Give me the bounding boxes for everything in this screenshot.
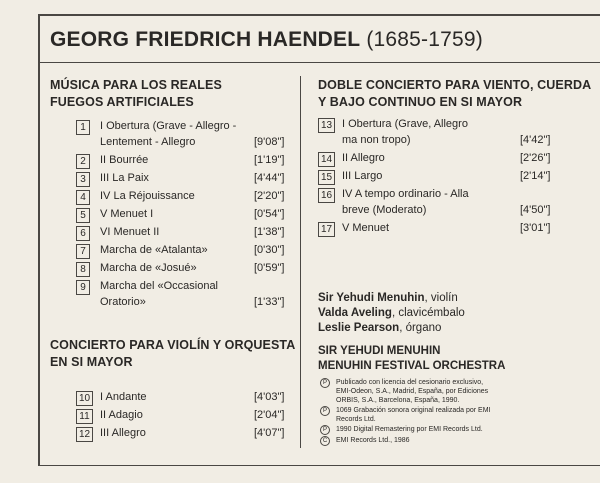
track-number: 4 <box>76 190 90 205</box>
column-divider <box>300 76 301 448</box>
track-duration: [4'44"] <box>254 172 285 184</box>
header-divider <box>40 62 600 63</box>
track-duration: [9'08"] <box>254 136 285 148</box>
track-row <box>76 153 286 169</box>
left-border <box>38 14 40 466</box>
bottom-border <box>38 465 600 466</box>
track-duration: [1'33"] <box>254 296 285 308</box>
track-number: 12 <box>76 427 93 442</box>
copyright-symbol-icon: C <box>320 436 330 446</box>
track-row <box>76 207 286 223</box>
phonogram-symbol-icon: P <box>320 406 330 416</box>
track-number: 1 <box>76 120 90 135</box>
track-row <box>76 408 286 424</box>
track-duration: [0'30"] <box>254 244 285 256</box>
track-duration: [4'03"] <box>254 391 285 403</box>
track-title: I Andante <box>100 391 147 403</box>
track-number: 15 <box>318 170 335 185</box>
track-duration: [2'04"] <box>254 409 285 421</box>
track-number: 16 <box>318 188 335 203</box>
track-number: 14 <box>318 152 335 167</box>
track-duration: [3'01"] <box>520 222 551 234</box>
phonogram-symbol-icon: P <box>320 378 330 388</box>
performer-aveling: Valda Aveling, clavicémbalo <box>318 307 465 319</box>
performer-menuhin: Sir Yehudi Menuhin, violín <box>318 292 458 304</box>
track-title: Lentement - Allegro <box>100 136 196 148</box>
track-row <box>76 390 286 406</box>
track-row <box>76 261 286 277</box>
track-title: V Menuet <box>342 222 390 234</box>
composer-name: GEORG FRIEDRICH HAENDEL <box>50 28 361 51</box>
track-row <box>76 243 286 259</box>
work-title-fireworks: MÚSICA PARA LOS REALES FUEGOS ARTIFICIALES <box>50 78 222 109</box>
legal-notice-copyright: C EMI Records Ltd., 1986 <box>336 436 410 445</box>
track-title: III Allegro <box>100 427 146 439</box>
track-row <box>318 169 568 185</box>
track-number: 17 <box>318 222 335 237</box>
track-title: Marcha de «Atalanta» <box>100 244 208 256</box>
legal-notice-remastering: P 1990 Digital Remastering por EMI Records Ltd. <box>336 425 483 434</box>
track-title: ma non tropo) <box>342 134 411 146</box>
top-border <box>38 14 600 16</box>
track-title: II Bourrée <box>100 154 149 166</box>
track-title: Marcha del «Occasional <box>100 280 219 292</box>
work-title-double-concerto: DOBLE CONCIERTO PARA VIENTO, CUERDA Y BAJO CONTINUO EN SI MAYOR <box>318 78 592 109</box>
track-title: II Allegro <box>342 152 385 164</box>
track-title: I Obertura (Grave - Allegro - <box>100 120 237 132</box>
track-number: 7 <box>76 244 90 259</box>
track-number: 3 <box>76 172 90 187</box>
orchestra-line: MENUHIN FESTIVAL ORCHESTRA <box>318 360 506 372</box>
conductor-line: SIR YEHUDI MENUHIN <box>318 345 441 357</box>
track-duration: [4'50"] <box>520 204 551 216</box>
track-number: 13 <box>318 118 335 133</box>
composer-years: (1685-1759) <box>366 28 483 51</box>
track-duration: [4'07"] <box>254 427 285 439</box>
phonogram-symbol-icon: P <box>320 425 330 435</box>
track-title: III La Paix <box>100 172 149 184</box>
track-row <box>318 221 568 237</box>
track-title: V Menuet I <box>100 208 154 220</box>
track-row <box>76 426 286 442</box>
track-number: 2 <box>76 154 90 169</box>
performer-pearson: Leslie Pearson, órgano <box>318 322 442 334</box>
track-title: Oratorio» <box>100 296 146 308</box>
track-number: 9 <box>76 280 90 295</box>
track-row <box>318 151 568 167</box>
track-title: IV A tempo ordinario - Alla <box>342 188 469 200</box>
track-duration: [1'38"] <box>254 226 285 238</box>
track-title: III Largo <box>342 170 383 182</box>
track-duration: [0'54"] <box>254 208 285 220</box>
track-duration: [2'14"] <box>520 170 551 182</box>
track-duration: [1'19"] <box>254 154 285 166</box>
track-row <box>76 171 286 187</box>
track-duration: [2'26"] <box>520 152 551 164</box>
page-title <box>50 28 570 52</box>
track-number: 11 <box>76 409 93 424</box>
track-row <box>76 225 286 241</box>
track-row <box>76 119 286 151</box>
track-row <box>76 189 286 205</box>
track-duration: [0'59"] <box>254 262 285 274</box>
track-duration: [2'20"] <box>254 190 285 202</box>
track-duration: [4'42"] <box>520 134 551 146</box>
track-row <box>76 279 286 311</box>
track-title: IV La Réjouissance <box>100 190 195 202</box>
track-row <box>318 117 568 149</box>
track-number: 10 <box>76 391 93 406</box>
track-number: 8 <box>76 262 90 277</box>
track-title: I Obertura (Grave, Allegro <box>342 118 468 130</box>
track-title: II Adagio <box>100 409 143 421</box>
legal-notice-license: P Publicado con licencia del cesionario exclusivo, EMI-Odeon, S.A., Madrid, España, por Ediciones ORBIS, S.A., Barcelona, España, 1990. <box>336 378 488 405</box>
legal-notice-recording: P 1069 Grabación sonora original realizada por EMI Records Ltd. <box>336 406 490 424</box>
track-row <box>318 187 568 219</box>
track-number: 6 <box>76 226 90 241</box>
track-title: breve (Moderato) <box>342 204 427 216</box>
work-title-violin-concerto: CONCIERTO PARA VIOLÍN Y ORQUESTA EN SI MAYOR <box>50 338 296 369</box>
track-number: 5 <box>76 208 90 223</box>
track-title: VI Menuet II <box>100 226 160 238</box>
track-title: Marcha de «Josué» <box>100 262 197 274</box>
